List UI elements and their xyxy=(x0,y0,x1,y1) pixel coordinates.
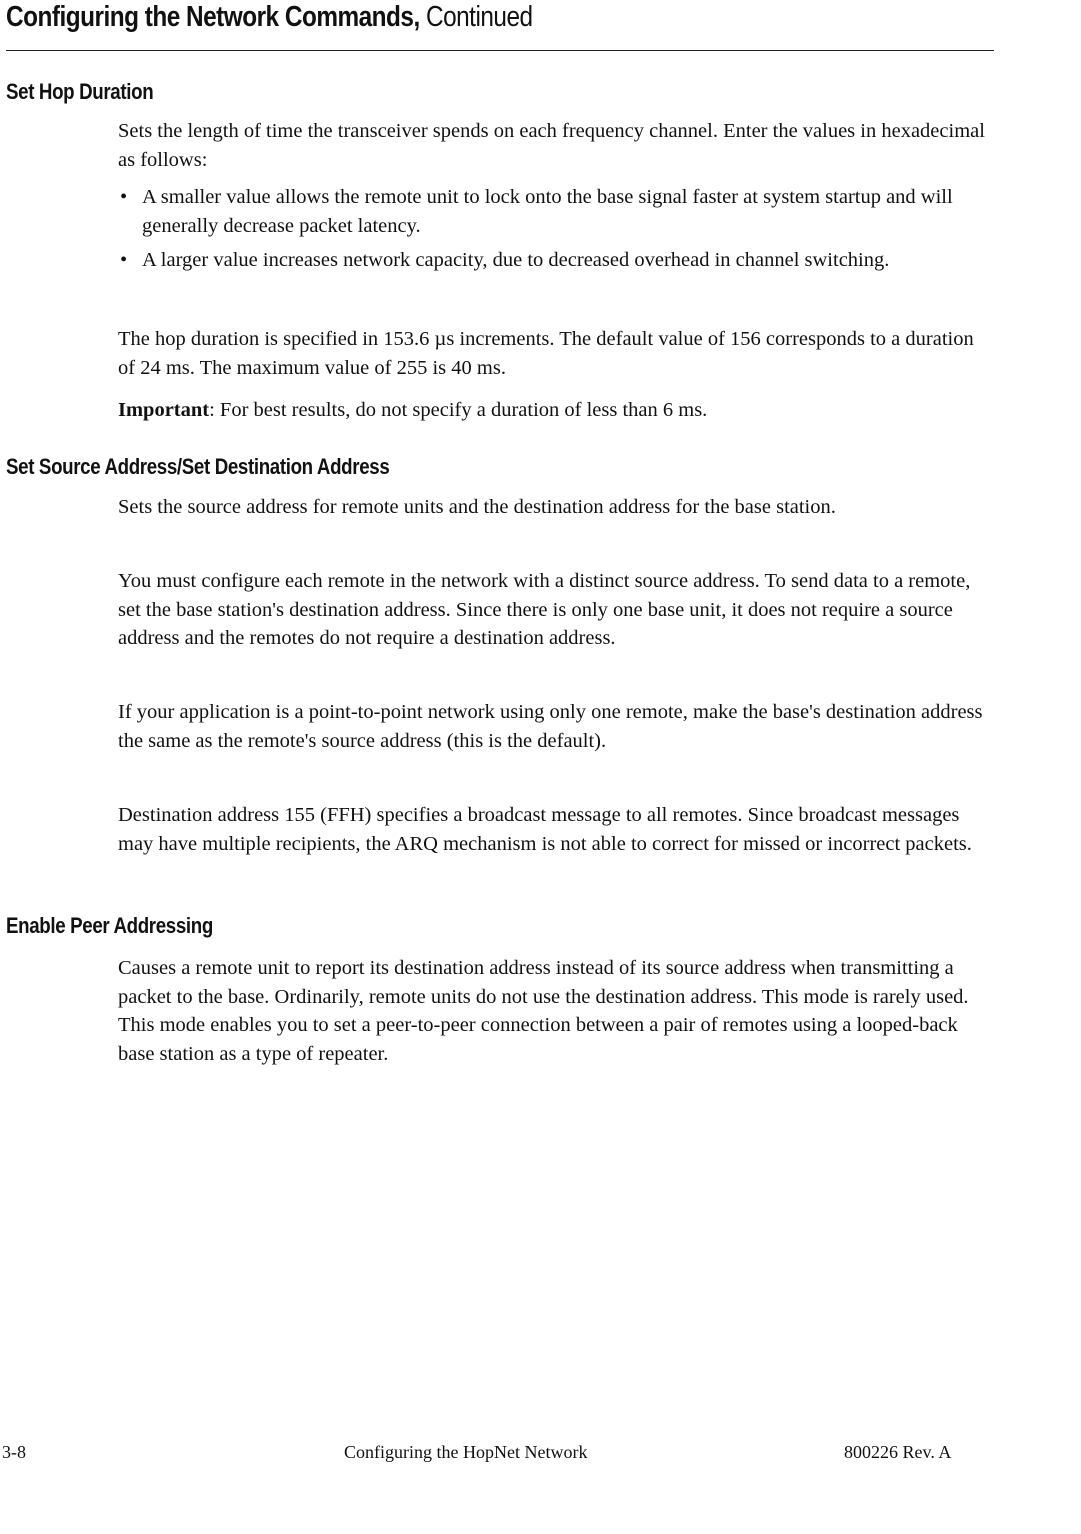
important-note xyxy=(118,396,990,425)
list-item xyxy=(118,183,990,240)
hop-duration-intro: Sets the length of time the transceiver spends on each frequency channel. Enter the values in hexadecimal as follows: xyxy=(118,120,985,171)
source-destination-p4: Destination address 155 (FFH) specifies a broadcast message to all remotes. Since broadcast messages may have multiple recipients, the ARQ mechanism is not able to correct for missed or incorrect packets. xyxy=(118,804,972,855)
source-destination-p1: Sets the source address for remote units and the destination address for the base station. xyxy=(118,496,836,518)
hop-duration-detail: The hop duration is specified in 153.6 µs increments. The default value of 156 corresponds to a duration of 24 ms. The maximum value of 255 is 40 ms. xyxy=(118,328,974,379)
footer-page-number: 3-8 xyxy=(2,1442,26,1462)
section-heading-peer-addressing: Enable Peer Addressing xyxy=(6,913,213,938)
footer-chapter-title: Configuring the HopNet Network xyxy=(344,1442,588,1462)
section-heading-source-destination: Set Source Address/Set Destination Address xyxy=(6,454,390,479)
footer-document-id: 800226 Rev. A xyxy=(844,1442,952,1462)
bullet-text: A larger value increases network capacity, due to decreased overhead in channel switching. xyxy=(142,249,890,271)
page-title-main: Configuring the Network Commands, xyxy=(6,1,420,33)
header-divider xyxy=(6,50,994,51)
source-destination-p3: If your application is a point-to-point network using only one remote, make the base's destination address the same as the remote's source address (this is the default). xyxy=(118,701,983,752)
page-title-continued: Continued xyxy=(419,1,533,33)
page-header xyxy=(6,0,996,34)
peer-addressing-p1: Causes a remote unit to report its destination address instead of its source address when transmitting a packet to the base. Ordinarily, remote units do not use the destination address. This mode is rarely used. This mode enables you to set a peer-to-peer connection between a pair of remotes using a looped-back base station as a type of repeater. xyxy=(118,957,969,1065)
list-item xyxy=(118,246,990,275)
page-title xyxy=(6,0,838,34)
hop-duration-bullet-list xyxy=(118,183,990,281)
bullet-icon: • xyxy=(120,186,128,208)
bullet-text: A smaller value allows the remote unit to lock onto the base signal faster at system startup and will generally decrease packet latency. xyxy=(142,186,953,237)
source-destination-p2: You must configure each remote in the network with a distinct source address. To send data to a remote, set the base station's destination address. Since there is only one base unit, it does not require a source address and the remotes do not require a destination address. xyxy=(118,570,971,649)
section-heading-hop-duration: Set Hop Duration xyxy=(6,79,154,104)
important-text: : For best results, do not specify a duration of less than 6 ms. xyxy=(209,399,708,421)
bullet-icon: • xyxy=(120,249,128,271)
important-label: Important xyxy=(118,399,210,421)
